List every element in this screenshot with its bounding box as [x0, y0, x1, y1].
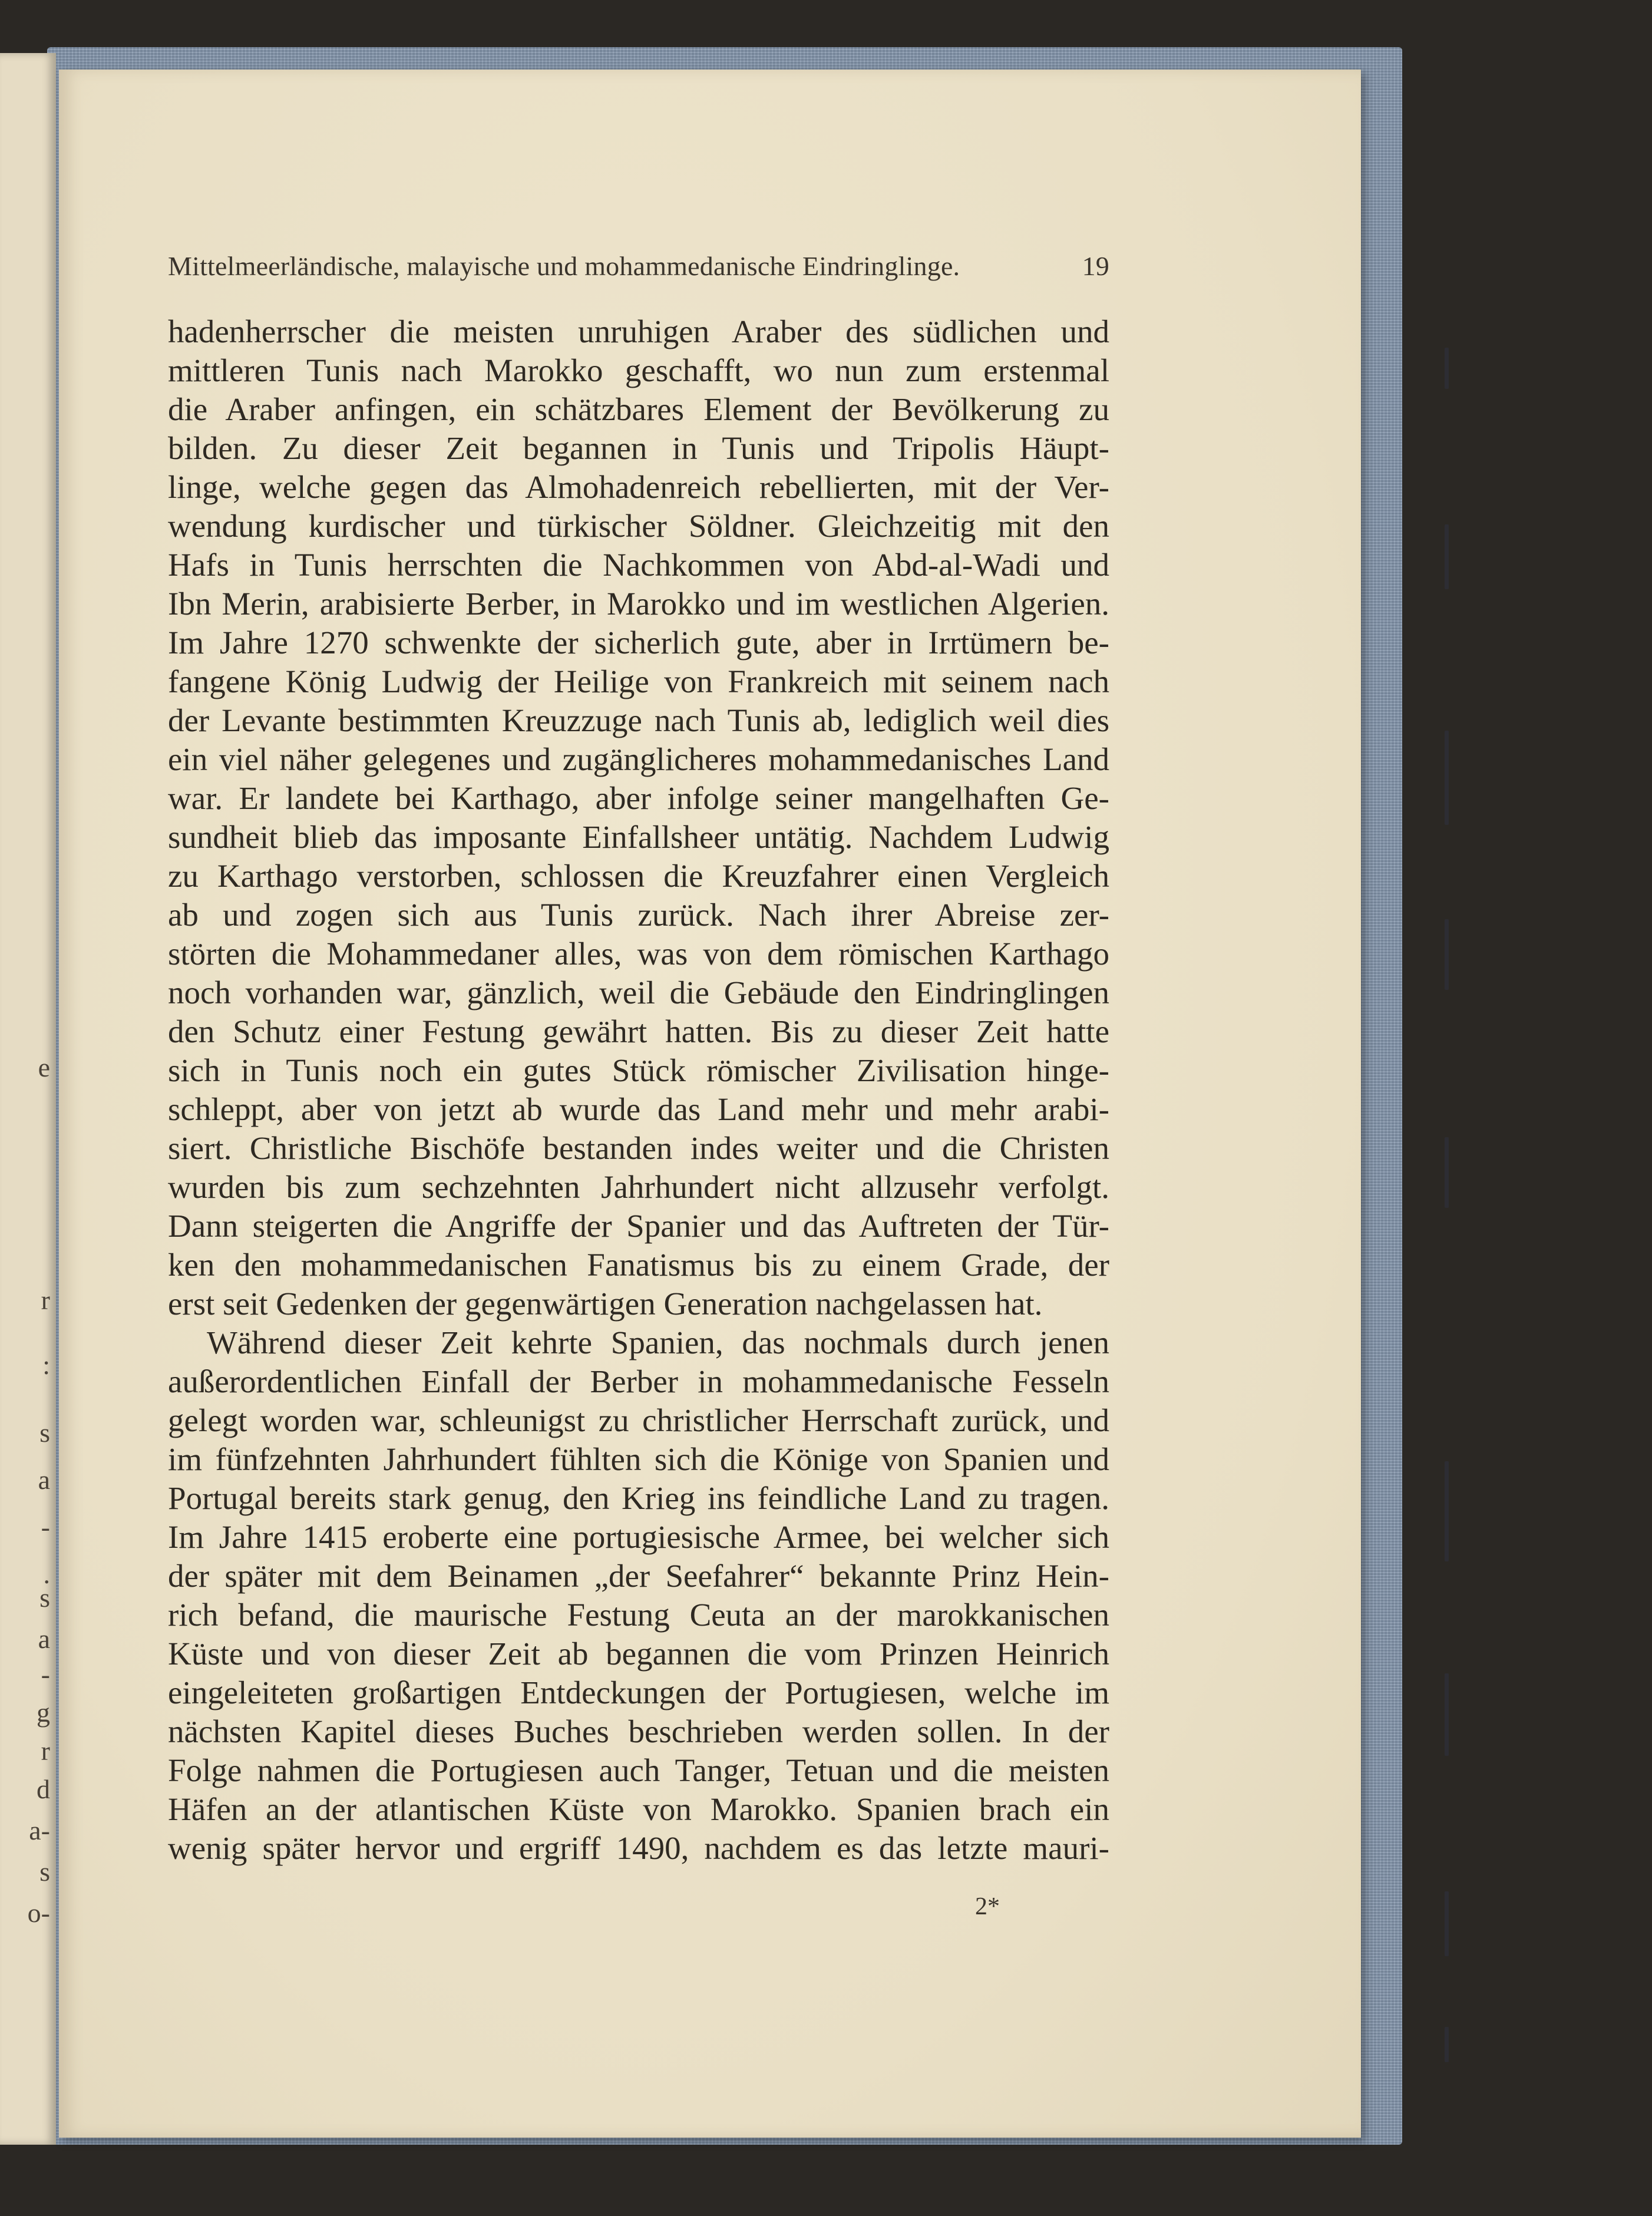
- text-line: im fünfzehnten Jahrhundert fühlten sich die Könige von Spanien und: [168, 1441, 1109, 1477]
- left-page-fragment: e: [38, 1052, 50, 1082]
- text-line: eingeleiteten großartigen Entdeckungen der Portugiesen, welche im: [168, 1675, 1109, 1710]
- text-line: rich befand, die maurische Festung Ceuta an der marokkanischen: [168, 1597, 1109, 1633]
- left-page-fragment: o-: [27, 1898, 50, 1928]
- text-line: Portugal bereits stark genug, den Krieg ins feindliche Land zu tragen.: [168, 1480, 1109, 1516]
- body-text: [168, 312, 1109, 1868]
- stitch-mark: [1445, 524, 1449, 589]
- text-line: siert. Christliche Bischöfe bestanden indes weiter und die Christen: [168, 1130, 1109, 1166]
- text-line: Küste und von dieser Zeit ab begannen die vom Prinzen Heinrich: [168, 1636, 1109, 1672]
- text-line: nächsten Kapitel dieses Buches beschrieben werden sollen. In der: [168, 1713, 1109, 1749]
- text-line: Im Jahre 1270 schwenkte der sicherlich gute, aber in Irrtümern be-: [168, 625, 1109, 660]
- text-line: gelegt worden war, schleunigst zu christlicher Herrschaft zurück, und: [168, 1402, 1109, 1438]
- stitch-mark: [1445, 731, 1449, 825]
- text-line: wurden bis zum sechzehnten Jahrhundert nicht allzusehr verfolgt.: [168, 1169, 1109, 1205]
- text-line: ein viel näher gelegenes und zugänglicheres mohammedanisches Land: [168, 741, 1109, 777]
- left-page-fragment: r: [41, 1736, 50, 1766]
- text-line: erst seit Gedenken der gegenwärtigen Generation nachgelassen hat.: [168, 1286, 1043, 1322]
- left-page-fragment: .: [43, 1559, 50, 1589]
- stitch-mark: [1445, 919, 1449, 990]
- text-line: ken den mohammedanischen Fanatismus bis zu einem Grade, der: [168, 1247, 1109, 1283]
- left-page-fragment: r: [41, 1285, 50, 1315]
- left-page-fragment: -: [41, 1659, 50, 1689]
- previous-page-edge: [0, 53, 56, 2145]
- text-line: störten die Mohammedaner alles, was von dem römischen Karthago: [168, 936, 1109, 972]
- text-line: außerordentlichen Einfall der Berber in mohammedanische Fesseln: [168, 1363, 1109, 1399]
- text-line: wendung kurdischer und türkischer Söldner. Gleichzeitig mit den: [168, 508, 1109, 544]
- text-line: die Araber anfingen, ein schätzbares Element der Bevölkerung zu: [168, 391, 1109, 427]
- left-page-fragment: a: [38, 1624, 50, 1654]
- stitch-mark: [1445, 1461, 1449, 1561]
- running-head: [168, 250, 1109, 282]
- text-line: mittleren Tunis nach Marokko geschafft, wo nun zum erstenmal: [168, 352, 1109, 388]
- running-head-title: Mittelmeerländische, malayische und mohammedanische Eindringlinge.: [168, 251, 960, 281]
- text-line: Hafs in Tunis herrschten die Nachkommen von Abd-al-Wadi und: [168, 547, 1109, 583]
- text-line: Im Jahre 1415 eroberte eine portugiesische Armee, bei welcher sich: [168, 1519, 1109, 1555]
- left-page-fragment: g: [37, 1697, 50, 1728]
- text-line: linge, welche gegen das Almohadenreich rebellierten, mit der Ver-: [168, 469, 1109, 505]
- left-page-fragment: a-: [29, 1815, 50, 1845]
- text-line: fangene König Ludwig der Heilige von Frankreich mit seinem nach: [168, 663, 1109, 699]
- left-page-fragment: -: [41, 1512, 50, 1542]
- left-page-fragment: s: [39, 1857, 50, 1887]
- text-line: der Levante bestimmten Kreuzzuge nach Tunis ab, lediglich weil dies: [168, 702, 1109, 738]
- stitch-mark: [1445, 348, 1449, 389]
- left-page-fragment: s: [39, 1583, 50, 1613]
- stitch-mark: [1445, 2027, 1449, 2062]
- text-line: hadenherrscher die meisten unruhigen Araber des südlichen und: [168, 313, 1109, 349]
- stitch-mark: [1445, 1891, 1449, 1956]
- left-page-fragment: a: [38, 1465, 50, 1495]
- text-line: noch vorhanden war, gänzlich, weil die Gebäude den Eindringlingen: [168, 975, 1109, 1010]
- left-page-fragment: :: [42, 1350, 50, 1380]
- text-line: sich in Tunis noch ein gutes Stück römischer Zivilisation hinge-: [168, 1052, 1109, 1088]
- text-line: zu Karthago verstorben, schlossen die Kreuzfahrer einen Vergleich: [168, 858, 1109, 894]
- stitch-mark: [1445, 1673, 1449, 1756]
- text-line: Ibn Merin, arabisierte Berber, in Marokko und im westlichen Algerien.: [168, 586, 1109, 622]
- text-line: ab und zogen sich aus Tunis zurück. Nach ihrer Abreise zer-: [168, 897, 1109, 933]
- text-line: schleppt, aber von jetzt ab wurde das Land mehr und mehr arabi-: [168, 1091, 1109, 1127]
- text-line: Folge nahmen die Portugiesen auch Tanger, Tetuan und die meisten: [168, 1752, 1109, 1788]
- text-line: Während dieser Zeit kehrte Spanien, das nochmals durch jenen: [207, 1325, 1109, 1360]
- text-line: Dann steigerten die Angriffe der Spanier und das Auftreten der Tür-: [168, 1208, 1109, 1244]
- stitch-mark: [1445, 1137, 1449, 1208]
- page-number: 19: [1082, 251, 1109, 281]
- text-line: den Schutz einer Festung gewährt hatten. Bis zu dieser Zeit hatte: [168, 1013, 1109, 1049]
- text-line: sundheit blieb das imposante Einfallsheer untätig. Nachdem Ludwig: [168, 819, 1109, 855]
- text-line: wenig später hervor und ergriff 1490, nachdem es das letzte mauri-: [168, 1830, 1109, 1866]
- text-line: bilden. Zu dieser Zeit begannen in Tunis und Tripolis Häupt-: [168, 430, 1109, 466]
- left-page-fragment: s: [39, 1418, 50, 1448]
- text-line: Häfen an der atlantischen Küste von Marokko. Spanien brach ein: [168, 1791, 1109, 1827]
- text-line: war. Er landete bei Karthago, aber infolge seiner mangelhaften Ge-: [168, 780, 1109, 816]
- signature-mark: 2*: [975, 1893, 1000, 1920]
- left-page-fragment: d: [37, 1774, 50, 1804]
- text-line: der später mit dem Beinamen „der Seefahrer“ bekannte Prinz Hein-: [168, 1558, 1109, 1594]
